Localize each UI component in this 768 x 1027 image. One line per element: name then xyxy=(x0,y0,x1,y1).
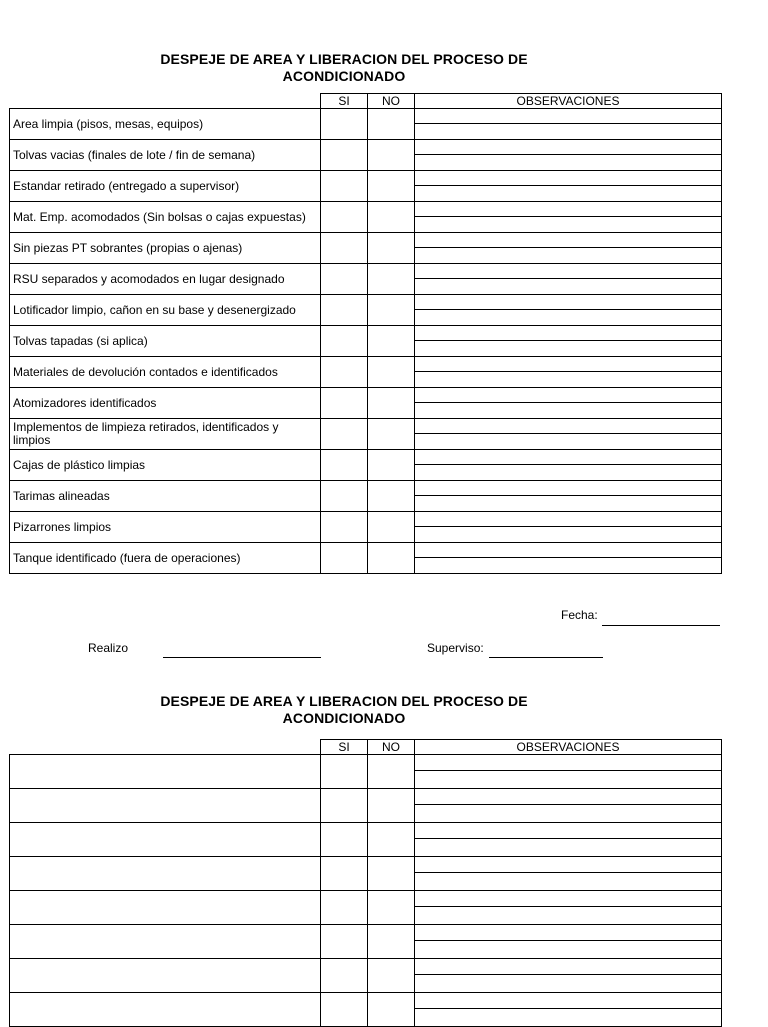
checkbox-cell-no[interactable] xyxy=(368,993,415,1027)
checklist-item-label: Implementos de limpieza retirados, identificados y limpios xyxy=(10,419,321,450)
checkbox-cell-no[interactable] xyxy=(368,543,415,574)
observaciones-line[interactable] xyxy=(415,341,721,356)
observaciones-line[interactable] xyxy=(415,450,721,465)
checklist-row xyxy=(10,755,722,789)
observaciones-line[interactable] xyxy=(415,789,721,805)
observaciones-cell xyxy=(415,512,722,543)
observaciones-line[interactable] xyxy=(415,839,721,856)
checkbox-cell-si[interactable] xyxy=(321,512,368,543)
form1-header-blank xyxy=(10,94,321,109)
checklist-row xyxy=(10,357,722,388)
observaciones-line[interactable] xyxy=(415,434,721,449)
observaciones-line[interactable] xyxy=(415,925,721,941)
checkbox-cell-si[interactable] xyxy=(321,959,368,993)
checklist-item-label: Pizarrones limpios xyxy=(10,512,321,543)
checklist-row xyxy=(10,419,722,450)
checkbox-cell-no[interactable] xyxy=(368,388,415,419)
form1-header-si: SI xyxy=(321,94,368,109)
checklist-item-label xyxy=(10,925,321,959)
checkbox-cell-si[interactable] xyxy=(321,140,368,171)
checklist-item-label: Tolvas tapadas (si aplica) xyxy=(10,326,321,357)
observaciones-line[interactable] xyxy=(415,805,721,822)
observaciones-line[interactable] xyxy=(415,891,721,907)
observaciones-cell xyxy=(415,789,722,823)
checklist-row xyxy=(10,140,722,171)
checkbox-cell-si[interactable] xyxy=(321,789,368,823)
observaciones-line[interactable] xyxy=(415,248,721,263)
fecha-line[interactable] xyxy=(602,625,720,626)
fecha-label: Fecha: xyxy=(561,608,598,622)
observaciones-line[interactable] xyxy=(415,755,721,771)
observaciones-line[interactable] xyxy=(415,295,721,310)
checklist-item-label: Tanque identificado (fuera de operaciones) xyxy=(10,543,321,574)
form1-header-observaciones: OBSERVACIONES xyxy=(415,94,722,109)
checklist-row xyxy=(10,925,722,959)
form2-header-observaciones: OBSERVACIONES xyxy=(415,740,722,755)
checklist-item-label xyxy=(10,993,321,1027)
checklist-row xyxy=(10,823,722,857)
observaciones-cell xyxy=(415,481,722,512)
form2-header-si: SI xyxy=(321,740,368,755)
observaciones-line[interactable] xyxy=(415,217,721,232)
observaciones-line[interactable] xyxy=(415,124,721,139)
checklist-item-label xyxy=(10,823,321,857)
checkbox-cell-si[interactable] xyxy=(321,109,368,140)
checkbox-cell-si[interactable] xyxy=(321,993,368,1027)
superviso-line[interactable] xyxy=(489,657,603,658)
checklist-row xyxy=(10,109,722,140)
observaciones-line[interactable] xyxy=(415,155,721,170)
observaciones-line[interactable] xyxy=(415,326,721,341)
checklist-row xyxy=(10,202,722,233)
checklist-item-label xyxy=(10,959,321,993)
checkbox-cell-si[interactable] xyxy=(321,450,368,481)
checklist-item-label: Estandar retirado (entregado a supervisor) xyxy=(10,171,321,202)
checklist-row xyxy=(10,171,722,202)
observaciones-cell xyxy=(415,543,722,574)
checkbox-cell-si[interactable] xyxy=(321,388,368,419)
observaciones-line[interactable] xyxy=(415,975,721,992)
form1-title xyxy=(0,51,688,85)
checklist-row xyxy=(10,295,722,326)
checklist-row xyxy=(10,543,722,574)
checklist-item-label: Tarimas alineadas xyxy=(10,481,321,512)
checkbox-cell-no[interactable] xyxy=(368,755,415,789)
observaciones-cell xyxy=(415,357,722,388)
observaciones-line[interactable] xyxy=(415,512,721,527)
observaciones-line[interactable] xyxy=(415,823,721,839)
observaciones-line[interactable] xyxy=(415,465,721,480)
observaciones-line[interactable] xyxy=(415,171,721,186)
checkbox-cell-si[interactable] xyxy=(321,357,368,388)
checkbox-cell-no[interactable] xyxy=(368,326,415,357)
checkbox-cell-no[interactable] xyxy=(368,233,415,264)
checklist-row xyxy=(10,326,722,357)
checkbox-cell-no[interactable] xyxy=(368,481,415,512)
checklist-item-label: Cajas de plástico limpias xyxy=(10,450,321,481)
form1-header-no: NO xyxy=(368,94,415,109)
form2-checklist-table xyxy=(9,739,722,1027)
checklist-row xyxy=(10,388,722,419)
observaciones-line[interactable] xyxy=(415,558,721,573)
checkbox-cell-no[interactable] xyxy=(368,295,415,326)
observaciones-cell xyxy=(415,925,722,959)
checklist-item-label xyxy=(10,789,321,823)
observaciones-line[interactable] xyxy=(415,140,721,155)
observaciones-cell xyxy=(415,202,722,233)
observaciones-line[interactable] xyxy=(415,202,721,217)
checkbox-cell-si[interactable] xyxy=(321,264,368,295)
observaciones-line[interactable] xyxy=(415,941,721,958)
form1-title-line2: ACONDICIONADO xyxy=(282,68,406,84)
observaciones-line[interactable] xyxy=(415,109,721,124)
checkbox-cell-no[interactable] xyxy=(368,925,415,959)
observaciones-cell xyxy=(415,326,722,357)
observaciones-line[interactable] xyxy=(415,279,721,294)
checkbox-cell-no[interactable] xyxy=(368,202,415,233)
observaciones-cell xyxy=(415,891,722,925)
observaciones-line[interactable] xyxy=(415,264,721,279)
checklist-item-label xyxy=(10,755,321,789)
observaciones-line[interactable] xyxy=(415,543,721,558)
observaciones-cell xyxy=(415,233,722,264)
checkbox-cell-si[interactable] xyxy=(321,326,368,357)
checkbox-cell-si[interactable] xyxy=(321,171,368,202)
checkbox-cell-no[interactable] xyxy=(368,264,415,295)
checklist-item-label: Sin piezas PT sobrantes (propias o ajenas) xyxy=(10,233,321,264)
form2-title xyxy=(0,693,688,727)
observaciones-line[interactable] xyxy=(415,310,721,325)
observaciones-cell xyxy=(415,109,722,140)
checkbox-cell-no[interactable] xyxy=(368,891,415,925)
checklist-item-label: Tolvas vacias (finales de lote / fin de semana) xyxy=(10,140,321,171)
checklist-item-label xyxy=(10,891,321,925)
checklist-row xyxy=(10,481,722,512)
observaciones-line[interactable] xyxy=(415,1009,721,1026)
observaciones-cell xyxy=(415,993,722,1027)
checklist-row xyxy=(10,233,722,264)
checkbox-cell-si[interactable] xyxy=(321,823,368,857)
checkbox-cell-si[interactable] xyxy=(321,891,368,925)
observaciones-cell xyxy=(415,755,722,789)
checkbox-cell-no[interactable] xyxy=(368,857,415,891)
observaciones-line[interactable] xyxy=(415,186,721,201)
observaciones-cell xyxy=(415,959,722,993)
observaciones-line[interactable] xyxy=(415,233,721,248)
superviso-label: Superviso: xyxy=(427,641,484,655)
checkbox-cell-si[interactable] xyxy=(321,543,368,574)
observaciones-cell xyxy=(415,388,722,419)
checkbox-cell-si[interactable] xyxy=(321,419,368,450)
realizo-label: Realizo xyxy=(88,641,129,655)
form1-checklist-table xyxy=(9,93,722,574)
checklist-row xyxy=(10,959,722,993)
checkbox-cell-no[interactable] xyxy=(368,450,415,481)
checklist-item-label xyxy=(10,857,321,891)
checklist-item-label: Atomizadores identificados xyxy=(10,388,321,419)
checklist-item-label: Materiales de devolución contados e identificados xyxy=(10,357,321,388)
checklist-item-label: Area limpia (pisos, mesas, equipos) xyxy=(10,109,321,140)
checkbox-cell-si[interactable] xyxy=(321,857,368,891)
observaciones-line[interactable] xyxy=(415,527,721,542)
form2-header-no: NO xyxy=(368,740,415,755)
checklist-item-label: Lotificador limpio, cañon en su base y desenergizado xyxy=(10,295,321,326)
observaciones-line[interactable] xyxy=(415,873,721,890)
checkbox-cell-no[interactable] xyxy=(368,109,415,140)
form2-title-line2: ACONDICIONADO xyxy=(282,710,406,726)
realizo-line[interactable] xyxy=(163,657,321,658)
observaciones-line[interactable] xyxy=(415,959,721,975)
checklist-row xyxy=(10,789,722,823)
checklist-row xyxy=(10,891,722,925)
checklist-item-label: RSU separados y acomodados en lugar designado xyxy=(10,264,321,295)
observaciones-cell xyxy=(415,450,722,481)
checkbox-cell-no[interactable] xyxy=(368,512,415,543)
form2-header-blank xyxy=(10,740,321,755)
observaciones-line[interactable] xyxy=(415,388,721,403)
observaciones-line[interactable] xyxy=(415,496,721,511)
observaciones-line[interactable] xyxy=(415,403,721,418)
checkbox-cell-si[interactable] xyxy=(321,295,368,326)
checkbox-cell-si[interactable] xyxy=(321,925,368,959)
checkbox-cell-no[interactable] xyxy=(368,419,415,450)
observaciones-line[interactable] xyxy=(415,993,721,1009)
checkbox-cell-si[interactable] xyxy=(321,755,368,789)
checkbox-cell-no[interactable] xyxy=(368,789,415,823)
checklist-row xyxy=(10,450,722,481)
checkbox-cell-no[interactable] xyxy=(368,357,415,388)
checkbox-cell-no[interactable] xyxy=(368,140,415,171)
checkbox-cell-si[interactable] xyxy=(321,202,368,233)
form1-title-line1: DESPEJE DE AREA Y LIBERACION DEL PROCESO DE xyxy=(160,51,528,67)
observaciones-cell xyxy=(415,419,722,450)
checkbox-cell-si[interactable] xyxy=(321,481,368,512)
checklist-row xyxy=(10,993,722,1027)
form2-title-line1: DESPEJE DE AREA Y LIBERACION DEL PROCESO DE xyxy=(160,693,528,709)
observaciones-line[interactable] xyxy=(415,771,721,788)
observaciones-cell xyxy=(415,295,722,326)
observaciones-line[interactable] xyxy=(415,907,721,924)
observaciones-cell xyxy=(415,264,722,295)
checklist-row xyxy=(10,264,722,295)
checklist-row xyxy=(10,857,722,891)
checkbox-cell-no[interactable] xyxy=(368,171,415,202)
checkbox-cell-no[interactable] xyxy=(368,823,415,857)
checkbox-cell-si[interactable] xyxy=(321,233,368,264)
checklist-item-label: Mat. Emp. acomodados (Sin bolsas o cajas expuestas) xyxy=(10,202,321,233)
observaciones-line[interactable] xyxy=(415,419,721,434)
observaciones-line[interactable] xyxy=(415,357,721,372)
checklist-row xyxy=(10,512,722,543)
checkbox-cell-no[interactable] xyxy=(368,959,415,993)
observaciones-line[interactable] xyxy=(415,857,721,873)
observaciones-line[interactable] xyxy=(415,372,721,387)
observaciones-cell xyxy=(415,171,722,202)
observaciones-cell xyxy=(415,857,722,891)
observaciones-cell xyxy=(415,823,722,857)
observaciones-cell xyxy=(415,140,722,171)
observaciones-line[interactable] xyxy=(415,481,721,496)
